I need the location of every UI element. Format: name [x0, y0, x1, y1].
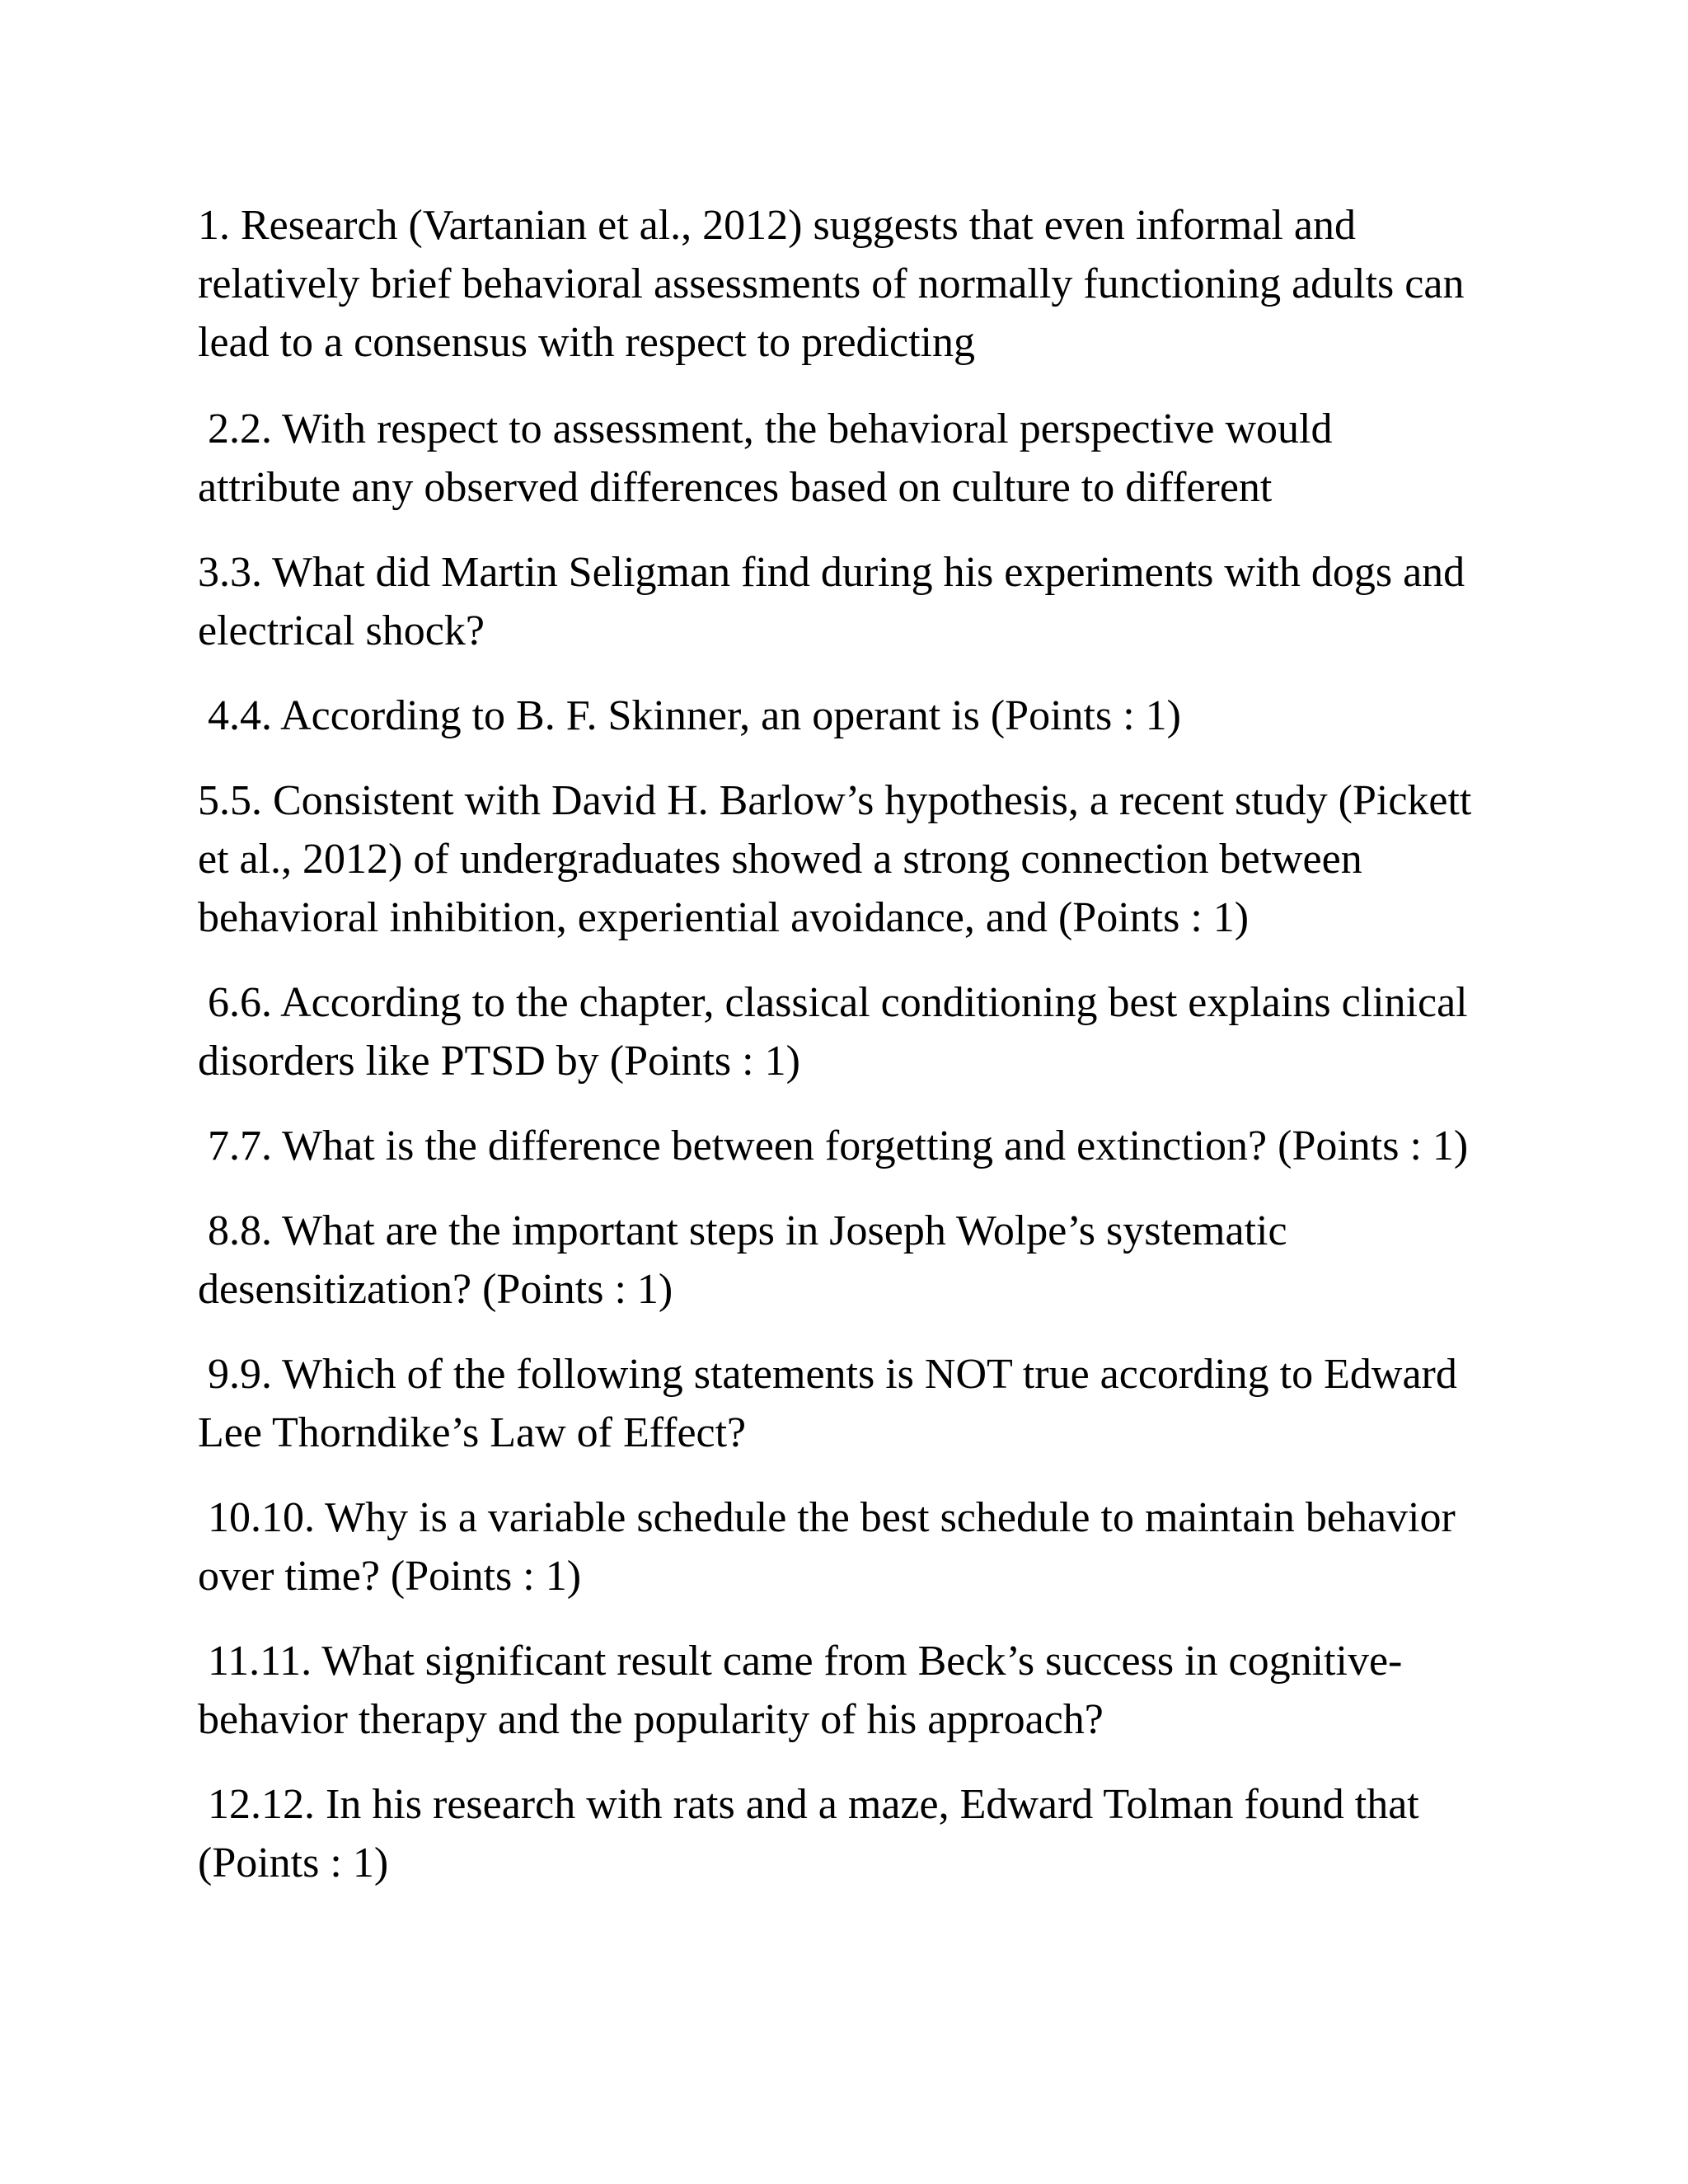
- question-6: 6.6. According to the chapter, classical conditioning best explains clinical disorders like PTSD by (Points : 1): [198, 979, 1468, 1085]
- question-11: 11.11. What significant result came from Beck’s success in cognitive-behavior therapy and the popularity of his approach?: [198, 1638, 1403, 1743]
- question-3: 3.3. What did Martin Seligman find during his experiments with dogs and electrical shock?: [198, 549, 1465, 654]
- question-2: 2.2. With respect to assessment, the behavioral perspective would attribute any observed differences based on culture to different: [198, 405, 1333, 511]
- question-10: 10.10. Why is a variable schedule the best schedule to maintain behavior over time? (Points : 1): [198, 1494, 1456, 1600]
- question-9: 9.9. Which of the following statements is NOT true according to Edward Lee Thorndike’s Law of Effect?: [198, 1351, 1457, 1456]
- document-page: [198, 196, 1484, 1919]
- question-5: 5.5. Consistent with David H. Barlow’s hypothesis, a recent study (Pickett et al., 2012) of undergraduates showed a strong connection between behavioral inhibition, experiential avoidance, and (Points : 1): [198, 777, 1472, 941]
- question-12: 12.12. In his research with rats and a maze, Edward Tolman found that (Points : 1): [198, 1781, 1419, 1886]
- question-1: 1. Research (Vartanian et al., 2012) suggests that even informal and relatively brief behavioral assessments of normally functioning adults can lead to a consensus with respect to predicting: [198, 202, 1465, 366]
- question-8: 8.8. What are the important steps in Joseph Wolpe’s systematic desensitization? (Points : 1): [198, 1207, 1287, 1313]
- question-7: 7.7. What is the difference between forgetting and extinction? (Points : 1): [208, 1122, 1469, 1169]
- question-4: 4.4. According to B. F. Skinner, an operant is (Points : 1): [208, 692, 1181, 739]
